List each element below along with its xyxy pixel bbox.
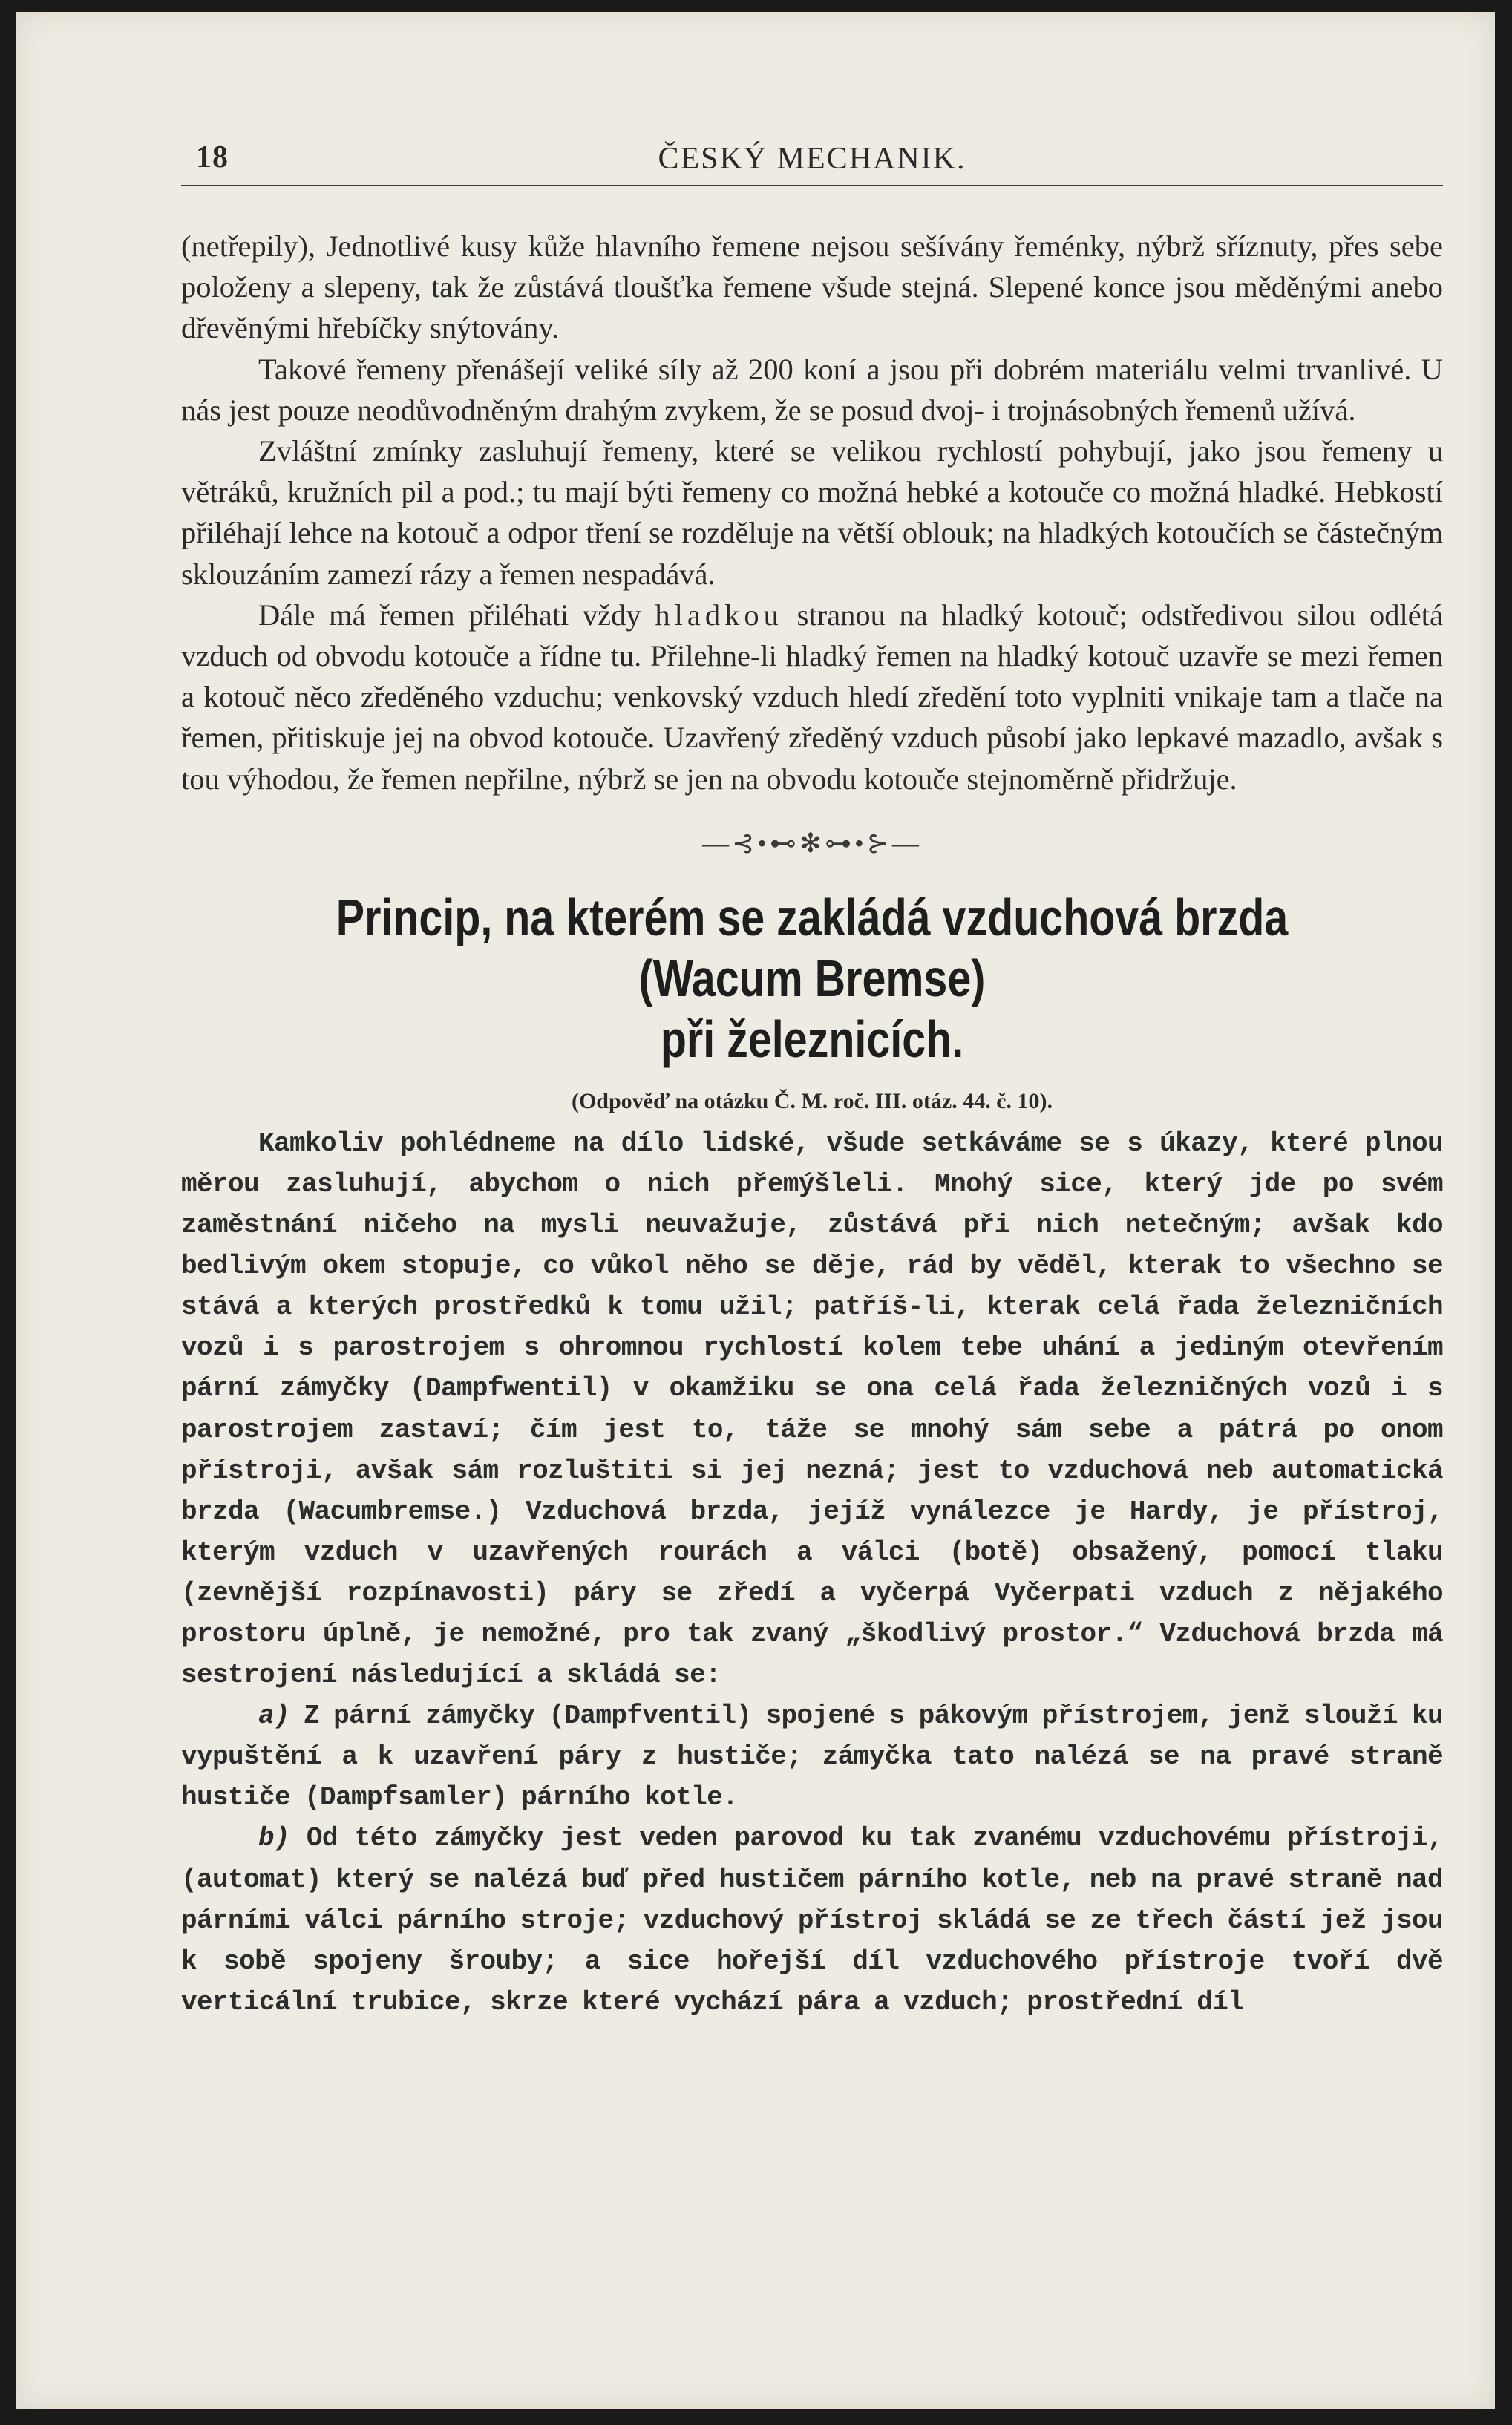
item-b-letter: b) xyxy=(258,1823,290,1854)
item-a-text: Z pární zámyčky (Dampfventil) spojené s pákovým přístrojem, jenž slouží ku vypuštění a k uzavření páry z hustiče; zámyčka tato nalézá se na pravé straně hustiče (Dampfsamler) párního kotle. xyxy=(181,1701,1443,1813)
article-title xyxy=(295,887,1329,1070)
article-title-line-1: Princip, na kterém se zakládá vzduchová brzda (Wacum Bremse) xyxy=(336,888,1289,1007)
paragraph-belts-strength: Takové řemeny přenášejí veliké síly až 200 koní a jsou při dobrém materiálu velmi trvanlivé. U nás jest pouze neodůvodněným drahým zvykem, že se posud dvoj- i trojnásobných řemenů užívá. xyxy=(181,352,1443,427)
paragraph-smooth-side xyxy=(181,595,1443,799)
paragraph-fast-belts: Zvláštní zmínky zasluhují řemeny, které se velikou rychlostí pohybují, jako jsou řemeny u větráků, kružních pil a pod.; tu mají býti řemeny co možná hebké a kotouče co možná hladké. Hebkostí přiléhají lehce na kotouč a odpor tření se rozděluje na větší oblouk; na hladkých kotoučích se částečným sklouzáním zamezí rázy a řemen nespadává. xyxy=(181,434,1443,591)
running-title: ČESKÝ MECHANIK. xyxy=(658,142,966,176)
item-b-text: Od této zámyčky jest veden parovod ku tak zvanému vzduchovému přístroji, (automat) který se nalézá buď před hustičem párního kotle, neb na pravé straně nad párními válci párního stroje; vzduchový přístroj skládá se ze třech částí jež jsou k sobě spojeny šrouby; a sice hořejší díl vzduchového přístroje tvoří dvě verticální trubice, skrze které vychází pára a vzduch; prostřední díl xyxy=(181,1823,1443,2017)
article-item-b xyxy=(181,1818,1443,2022)
item-a-letter: a) xyxy=(258,1701,290,1732)
article-reference-note: (Odpověď na otázku Č. M. roč. III. otáz. 44. č. 10). xyxy=(571,1088,1053,1113)
article-paragraph-intro: Kamkoliv pohlédneme na dílo lidské, všude setkáváme se s úkazy, které plnou měrou zasluhují, abychom o nich přemýšleli. Mnohý sice, který jde po svém zaměstnání ničeho na mysli neuvažuje, zůstává při nich netečným; avšak kdo bedlivým okem stopuje, co vůkol něho se děje, rád by věděl, kterak to všechno se stává a kterých prostředků k tomu užil; patříš-li, kterak celá řada železničních vozů i s parostrojem s ohromnou rychlostí kolem tebe uhání a jediným otevřením pární zámyčky (Dampfwentil) v okamžiku se ona celá řada železničných vozů i s parostrojem zastaví; čím jest to, táže se mnohý sám sebe a pátrá po onom přístroji, avšak sám rozluštiti si jej nezná; jest to vzduchová neb automatická brzda (Wacumbremse.) Vzduchová brzda, jejíž vynálezce je Hardy, je přístroj, kterým vzduch v uzavřených rourách a válci (botě) obsažený, pomocí tlaku (zevnější rozpínavosti) páry se zředí a vyčerpá Vyčerpati vzduch z nějakého prostoru úplně, je nemožné, pro tak zvaný „škodlivý prostor.“ Vzduchová brzda má sestrojení následující a skládá se: xyxy=(181,1128,1443,1691)
article-title-line-2: při železnicích. xyxy=(660,1009,964,1068)
book-page xyxy=(16,12,1495,2409)
paragraph-smooth-side-rest: stranou na hladký kotouč; odstředivou silou odlétá vzduch od obvodu kotouče a řídne tu. Přilehne-li hladký řemen na hladký kotouč uzavře se mezi řemen a kotouč něco zředěného vzduchu; venkovský vzduch hledí zředění toto vyplniti vnikaje tam a tlače na řemen, přitiskuje jej na obvod kotouče. Uzavřený zředěný vzduch působí jako lepkavé mazadlo, avšak s tou výhodou, že řemen nepřilne, nýbrž se jen na obvodu kotouče stejnoměrně přidržuje. xyxy=(181,598,1444,796)
page-content xyxy=(181,123,1443,2023)
section-ornament: —⊰•⊷✻⊶•⊱— xyxy=(702,828,922,858)
paragraph-continuation: (netřepily), Jednotlivé kusy kůže hlavního řemene nejsou sešívány řeménky, nýbrž sříznuty, přes sebe položeny a slepeny, tak že zůstává tloušťka řemene všude stejná. Slepené konce jsou měděnými anebo dřevěnými hřebíčky snýtovány. xyxy=(181,229,1443,345)
page-number: 18 xyxy=(196,140,229,174)
paragraph-smooth-side-start: Dále má řemen přiléhati vždy xyxy=(258,598,655,632)
emphasis-smooth: hladkou xyxy=(655,598,783,632)
page-header xyxy=(181,123,1443,186)
article-body xyxy=(181,1123,1443,2023)
article-item-a xyxy=(181,1695,1443,1818)
